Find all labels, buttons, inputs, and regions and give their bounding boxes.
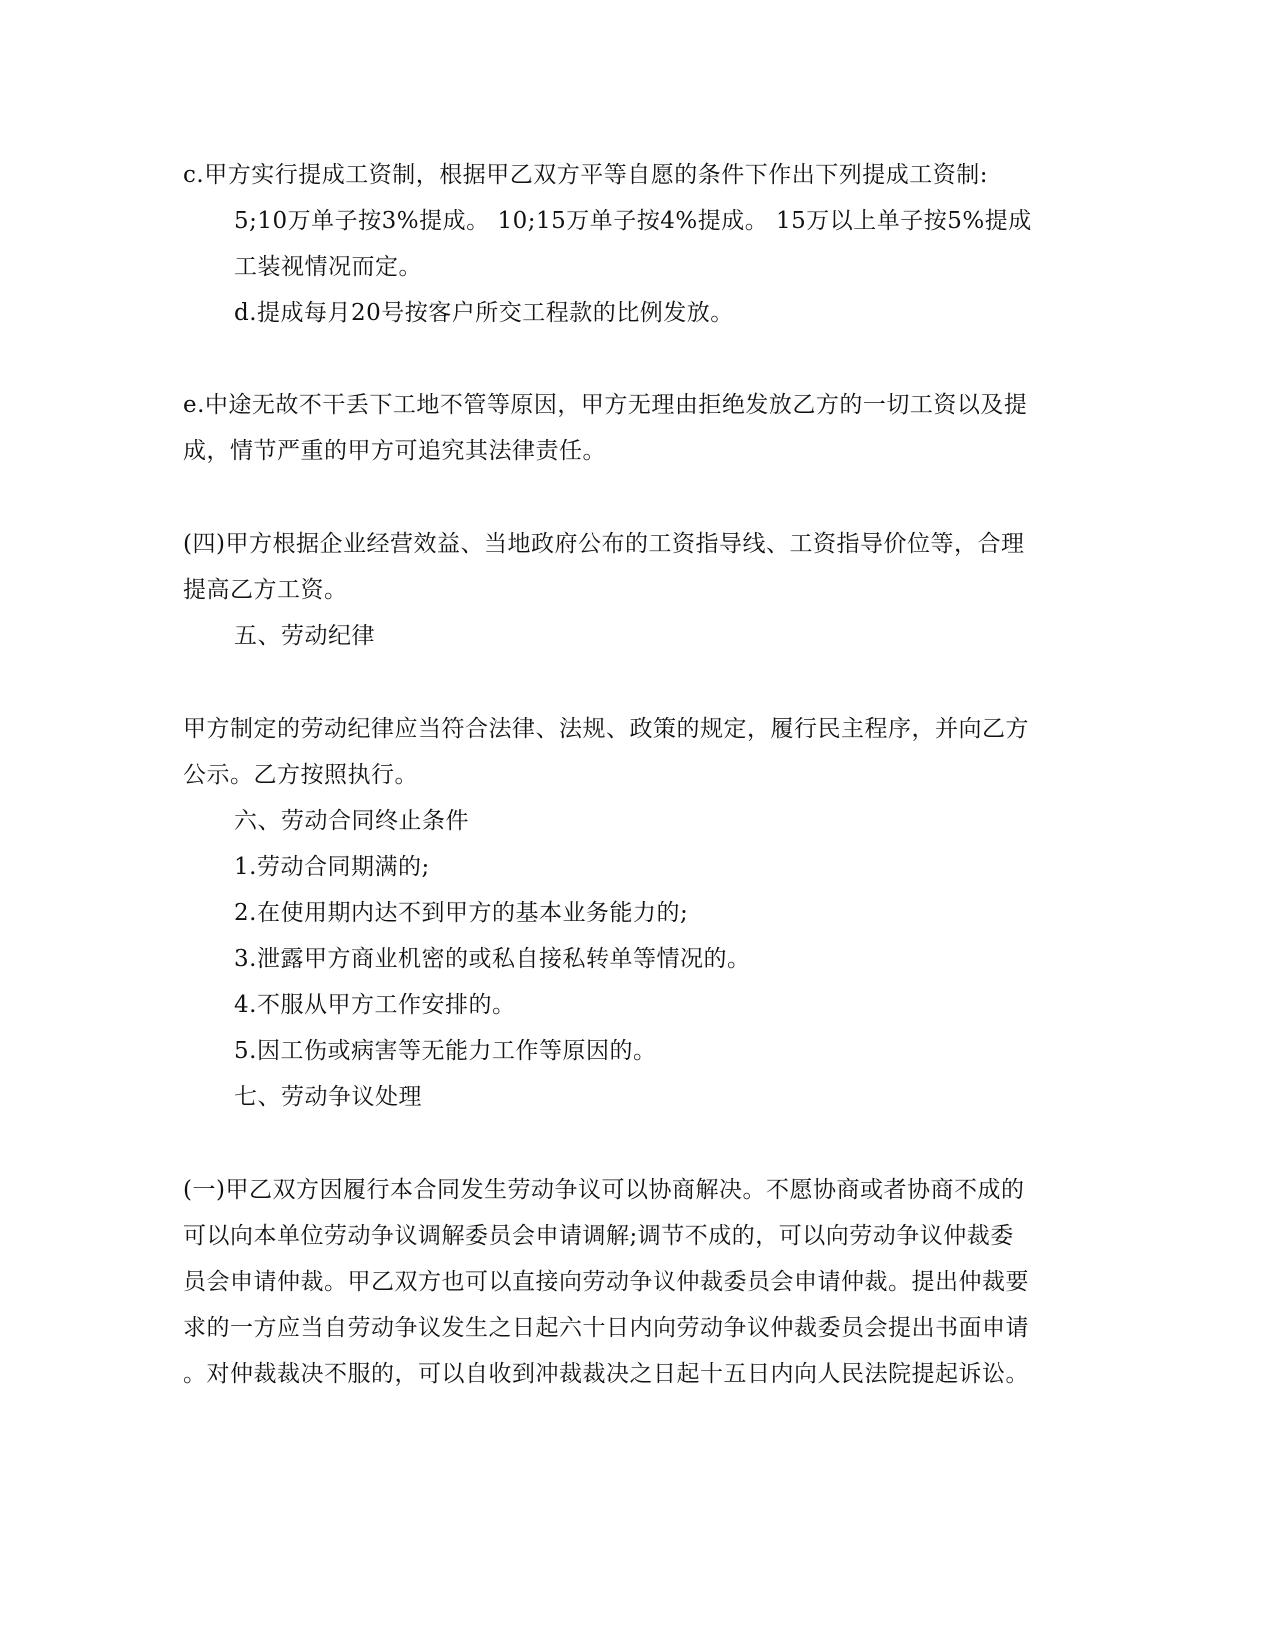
list-item-termination-5: 5.因工伤或病害等无能力工作等原因的。 — [234, 1038, 657, 1064]
paragraph-line-four-raise: (四)甲方根据企业经营效益、当地政府公布的工资指导线、工资指导价位等，合理 — [183, 531, 1025, 557]
paragraph-line-dispute-3: 员会申请仲裁。甲乙双方也可以直接向劳动争议仲裁委员会申请仲裁。提出仲裁要 — [183, 1269, 1029, 1295]
list-item-termination-1: 1.劳动合同期满的; — [234, 854, 430, 880]
paragraph-line-dispute-5: 。对仲裁裁决不服的，可以自收到冲裁裁决之日起十五日内向人民法院提起诉讼。 — [183, 1361, 1029, 1387]
paragraph-line-discipline-cont: 公示。乙方按照执行。 — [183, 762, 418, 788]
section-heading-labor-discipline: 五、劳动纪律 — [234, 623, 375, 649]
paragraph-line-dispute-2: 可以向本单位劳动争议调解委员会申请调解;调节不成的，可以向劳动争议仲裁委 — [183, 1223, 1014, 1249]
section-heading-dispute: 七、劳动争议处理 — [234, 1084, 422, 1110]
paragraph-line-commission-rates: 5;10万单子按3%提成。 10;15万单子按4%提成。 15万以上单子按5%提成 — [234, 208, 1032, 234]
paragraph-line-dispute-1: (一)甲乙双方因履行本合同发生劳动争议可以协商解决。不愿协商或者协商不成的 — [183, 1177, 1025, 1203]
paragraph-line-c-commission: c.甲方实行提成工资制，根据甲乙双方平等自愿的条件下作出下列提成工资制: — [183, 162, 988, 188]
paragraph-line-d-payout: d.提成每月20号按客户所交工程款的比例发放。 — [234, 300, 734, 326]
paragraph-line-dispute-4: 求的一方应当自劳动争议发生之日起六十日内向劳动争议仲裁委员会提出书面申请 — [183, 1315, 1029, 1341]
paragraph-line-tooling: 工装视情况而定。 — [234, 254, 422, 280]
paragraph-line-e-abandon: e.中途无故不干丢下工地不管等原因，甲方无理由拒绝发放乙方的一切工资以及提 — [183, 392, 1028, 418]
list-item-termination-4: 4.不服从甲方工作安排的。 — [234, 992, 516, 1018]
list-item-termination-3: 3.泄露甲方商业机密的或私自接私转单等情况的。 — [234, 946, 751, 972]
paragraph-line-e-abandon-cont: 成，情节严重的甲方可追究其法律责任。 — [183, 438, 606, 464]
list-item-termination-2: 2.在使用期内达不到甲方的基本业务能力的; — [234, 900, 689, 926]
paragraph-line-four-raise-cont: 提高乙方工资。 — [183, 577, 348, 603]
paragraph-line-discipline: 甲方制定的劳动纪律应当符合法律、法规、政策的规定，履行民主程序，并向乙方 — [183, 716, 1029, 742]
section-heading-termination: 六、劳动合同终止条件 — [234, 808, 469, 834]
